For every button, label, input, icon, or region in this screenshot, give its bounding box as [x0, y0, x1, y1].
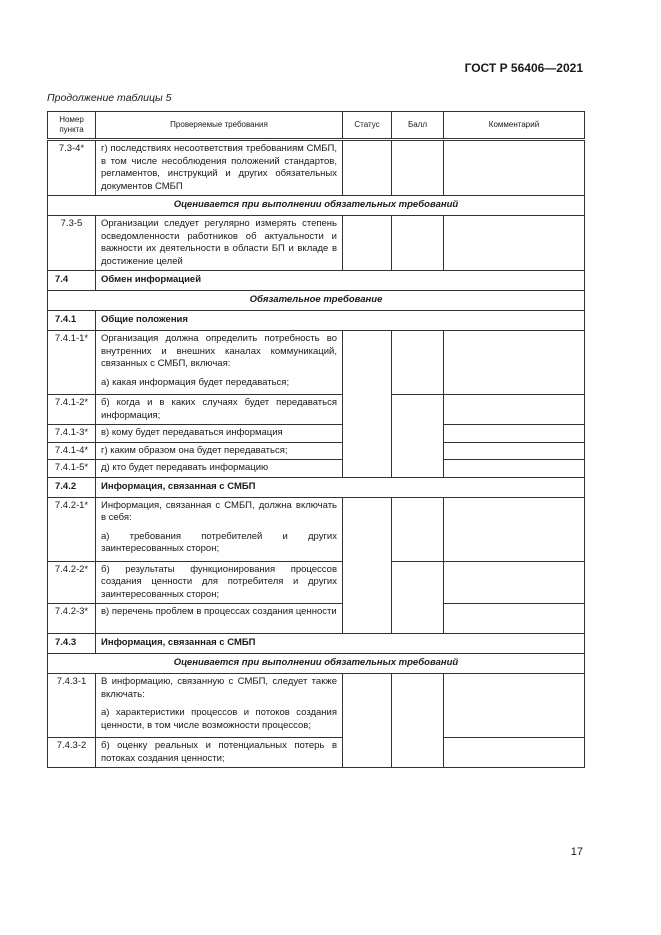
requirement-intro: Информация, связанная с СМБП, должна включать в себя:: [101, 499, 337, 523]
score-cell[interactable]: [392, 497, 444, 561]
comment-cell[interactable]: [444, 425, 585, 443]
section-row: [48, 634, 585, 654]
score-cell[interactable]: [392, 395, 444, 478]
section-row: [48, 271, 585, 291]
table-row: [48, 425, 585, 443]
score-cell[interactable]: [392, 674, 444, 768]
table-row: [48, 216, 585, 271]
requirement-text: г) последствиях несоответствия требованиям СМБП, в том числе несоблюдения положений стандартов, регламентов, инструкций и других обязательных документов СМБП: [96, 140, 343, 196]
note-text: Оценивается при выполнении обязательных требований: [48, 654, 585, 674]
score-cell[interactable]: [392, 140, 444, 196]
table-row: [48, 331, 585, 395]
requirement-text: б) оценку реальных и потенциальных потерь в потоках создания ценности;: [96, 738, 343, 768]
requirement-text: [96, 497, 343, 561]
comment-cell[interactable]: [444, 738, 585, 768]
status-cell[interactable]: [343, 216, 392, 271]
item-number: 7.3-5: [48, 216, 96, 271]
note-text: Оценивается при выполнении обязательных требований: [48, 196, 585, 216]
comment-cell[interactable]: [444, 140, 585, 196]
score-cell[interactable]: [392, 331, 444, 395]
item-number: 7.4.1-5*: [48, 460, 96, 478]
status-cell[interactable]: [343, 331, 392, 478]
requirement-text: д) кто будет передавать информацию: [96, 460, 343, 478]
item-number: 7.4.2-3*: [48, 604, 96, 634]
comment-cell[interactable]: [444, 460, 585, 478]
score-cell[interactable]: [392, 561, 444, 634]
requirement-text: б) когда и в каких случаях будет передаваться информация;: [96, 395, 343, 425]
comment-cell[interactable]: [444, 497, 585, 561]
table-row: [48, 674, 585, 738]
item-number: 7.4.1-2*: [48, 395, 96, 425]
section-title: Информация, связанная с СМБП: [96, 634, 585, 654]
table-row: [48, 561, 585, 604]
requirement-text: в) кому будет передаваться информация: [96, 425, 343, 443]
col-header-status: Статус: [343, 112, 392, 140]
requirement-text: [96, 674, 343, 738]
section-row: [48, 477, 585, 497]
comment-cell[interactable]: [444, 216, 585, 271]
requirement-text: б) результаты функционирования процессов создания ценности для потребителя и других заинтересованных сторон;: [96, 561, 343, 604]
status-cell[interactable]: [343, 674, 392, 768]
item-number: 7.4.1-1*: [48, 331, 96, 395]
note-row: [48, 654, 585, 674]
col-header-score: Балл: [392, 112, 444, 140]
score-cell[interactable]: [392, 216, 444, 271]
requirement-item: а) какая информация будет передаваться;: [101, 376, 290, 388]
section-title: Информация, связанная с СМБП: [96, 477, 585, 497]
section-number: 7.4.2: [48, 477, 96, 497]
note-row: [48, 291, 585, 311]
table-header-row: [48, 112, 585, 140]
requirement-item: а) требования потребителей и других заинтересованных сторон;: [101, 530, 337, 554]
comment-cell[interactable]: [444, 395, 585, 425]
item-number: 7.4.1-3*: [48, 425, 96, 443]
section-row: [48, 311, 585, 331]
section-number: 7.4.1: [48, 311, 96, 331]
document-code: ГОСТ Р 56406—2021: [464, 61, 583, 75]
item-number: 7.4.2-2*: [48, 561, 96, 604]
comment-cell[interactable]: [444, 561, 585, 604]
requirement-item: а) характеристики процессов и потоков создания ценности, в том числе возможности процессов;: [101, 707, 337, 731]
item-number: 7.4.2-1*: [48, 497, 96, 561]
section-title: Обмен информацией: [96, 271, 585, 291]
table-row: [48, 442, 585, 460]
item-number: 7.4.3-1: [48, 674, 96, 738]
requirement-text: г) каким образом она будет передаваться;: [96, 442, 343, 460]
section-number: 7.4.3: [48, 634, 96, 654]
table-row: [48, 604, 585, 634]
col-header-comment: Комментарий: [444, 112, 585, 140]
requirement-text: в) перечень проблем в процессах создания ценности: [96, 604, 343, 634]
requirement-intro: В информацию, связанную с СМБП, следует также включать:: [101, 676, 337, 700]
table-row: [48, 140, 585, 196]
comment-cell[interactable]: [444, 674, 585, 738]
table-row: [48, 395, 585, 425]
table-row: [48, 460, 585, 478]
status-cell[interactable]: [343, 497, 392, 634]
col-header-requirements: Проверяемые требования: [96, 112, 343, 140]
page-number: 17: [570, 846, 583, 858]
requirement-intro: Организация должна определить потребность во внутренних и внешних каналах коммуникаций, связанных с СМБП, включая:: [101, 333, 337, 369]
col-header-number: Номер пункта: [48, 112, 96, 140]
table-caption: Продолжение таблицы 5: [47, 92, 172, 104]
item-number: 7.3-4*: [48, 140, 96, 196]
section-number: 7.4: [48, 271, 96, 291]
section-title: Общие положения: [96, 311, 585, 331]
item-number: 7.4.1-4*: [48, 442, 96, 460]
status-cell[interactable]: [343, 140, 392, 196]
requirement-text: Организации следует регулярно измерять степень осведомленности работников об актуальности и важности их деятельности в области БП и вкладе в достижение целей: [96, 216, 343, 271]
table-row: [48, 738, 585, 768]
table-row: [48, 497, 585, 561]
note-row: [48, 196, 585, 216]
comment-cell[interactable]: [444, 604, 585, 634]
requirements-table: [47, 111, 585, 768]
note-text: Обязательное требование: [48, 291, 585, 311]
item-number: 7.4.3-2: [48, 738, 96, 768]
comment-cell[interactable]: [444, 442, 585, 460]
comment-cell[interactable]: [444, 331, 585, 395]
requirement-text: [96, 331, 343, 395]
